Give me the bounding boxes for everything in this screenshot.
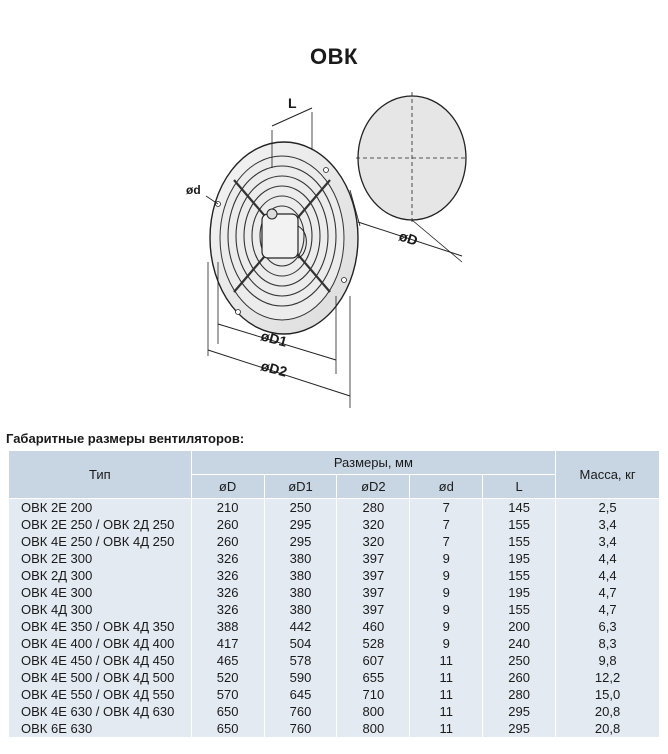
header-dimensions: Размеры, мм [191,451,555,475]
table-row [9,635,660,652]
cell-mass: 20,8 [556,720,660,737]
cell-D: 260 [191,516,264,533]
cell-D2: 800 [337,720,410,737]
cell-type: ОВК 4Е 250 / ОВК 4Д 250 [9,533,192,550]
label-L: L [288,95,297,111]
cell-L: 295 [483,720,556,737]
cell-D2: 607 [337,652,410,669]
cell-L: 155 [483,601,556,618]
cell-L: 155 [483,533,556,550]
cell-D1: 380 [264,584,337,601]
cell-D: 326 [191,550,264,567]
cell-d: 11 [410,703,483,720]
cell-L: 195 [483,584,556,601]
cell-mass: 12,2 [556,669,660,686]
table-row [9,567,660,584]
cell-type: ОВК 4Е 550 / ОВК 4Д 550 [9,686,192,703]
cell-D: 326 [191,567,264,584]
cell-D1: 645 [264,686,337,703]
cell-type: ОВК 2Е 200 [9,499,192,517]
table-row [9,669,660,686]
header-type: Тип [9,451,192,499]
cell-L: 195 [483,550,556,567]
cell-mass: 3,4 [556,533,660,550]
table-row [9,584,660,601]
cell-D: 388 [191,618,264,635]
cell-D2: 710 [337,686,410,703]
table-row [9,533,660,550]
table-row [9,686,660,703]
cell-D1: 380 [264,567,337,584]
cell-D: 210 [191,499,264,517]
label-d: ød [186,183,201,197]
table-row [9,618,660,635]
table-body [9,499,660,738]
cell-mass: 8,3 [556,635,660,652]
cell-L: 240 [483,635,556,652]
cell-d: 11 [410,669,483,686]
cell-L: 295 [483,703,556,720]
cell-type: ОВК 4Е 450 / ОВК 4Д 450 [9,652,192,669]
header-D2: øD2 [337,475,410,499]
cell-d: 9 [410,618,483,635]
cell-D2: 460 [337,618,410,635]
table-row [9,550,660,567]
cell-D1: 295 [264,516,337,533]
cell-D2: 528 [337,635,410,652]
cell-D: 260 [191,533,264,550]
cell-L: 250 [483,652,556,669]
cell-D1: 760 [264,720,337,737]
cell-D1: 380 [264,550,337,567]
header-D1: øD1 [264,475,337,499]
cell-mass: 6,3 [556,618,660,635]
cell-D2: 397 [337,601,410,618]
header-D: øD [191,475,264,499]
cell-mass: 15,0 [556,686,660,703]
label-D2: øD2 [259,357,289,380]
cell-mass: 4,4 [556,567,660,584]
cell-D1: 504 [264,635,337,652]
cell-d: 11 [410,720,483,737]
cell-mass: 3,4 [556,516,660,533]
cell-D: 520 [191,669,264,686]
cell-d: 7 [410,499,483,517]
header-L: L [483,475,556,499]
cell-D2: 800 [337,703,410,720]
table-row [9,499,660,517]
cell-type: ОВК 4Е 630 / ОВК 4Д 630 [9,703,192,720]
cell-type: ОВК 2Е 300 [9,550,192,567]
cell-D: 650 [191,720,264,737]
cell-d: 7 [410,533,483,550]
cell-mass: 2,5 [556,499,660,517]
cell-d: 11 [410,686,483,703]
cell-D2: 397 [337,584,410,601]
cell-type: ОВК 6Е 630 [9,720,192,737]
cell-D1: 590 [264,669,337,686]
cell-d: 7 [410,516,483,533]
cell-D: 326 [191,584,264,601]
cell-D1: 578 [264,652,337,669]
cell-d: 9 [410,584,483,601]
cell-mass: 4,4 [556,550,660,567]
table-caption: Габаритные размеры вентиляторов: [6,431,245,446]
cell-mass: 20,8 [556,703,660,720]
cell-L: 200 [483,618,556,635]
cell-type: ОВК 4Е 350 / ОВК 4Д 350 [9,618,192,635]
table-row [9,516,660,533]
cell-D2: 655 [337,669,410,686]
cell-D: 570 [191,686,264,703]
label-D: øD [397,227,420,249]
cell-L: 155 [483,516,556,533]
cell-D: 650 [191,703,264,720]
cell-type: ОВК 4Д 300 [9,601,192,618]
cell-type: ОВК 4Е 400 / ОВК 4Д 400 [9,635,192,652]
cell-L: 155 [483,567,556,584]
cell-type: ОВК 2Е 250 / ОВК 2Д 250 [9,516,192,533]
cell-D: 465 [191,652,264,669]
cell-D2: 397 [337,567,410,584]
cell-L: 145 [483,499,556,517]
cell-D: 326 [191,601,264,618]
cell-L: 280 [483,686,556,703]
cell-D1: 380 [264,601,337,618]
cell-D1: 250 [264,499,337,517]
header-d: ød [410,475,483,499]
cell-d: 9 [410,567,483,584]
table-row [9,720,660,737]
wall-opening [356,92,468,224]
cell-D2: 280 [337,499,410,517]
cell-D1: 295 [264,533,337,550]
table-row [9,703,660,720]
cell-D1: 442 [264,618,337,635]
table-row [9,652,660,669]
cell-D2: 397 [337,550,410,567]
cell-D: 417 [191,635,264,652]
cell-L: 260 [483,669,556,686]
cell-d: 9 [410,601,483,618]
header-mass: Масса, кг [556,451,660,499]
cell-type: ОВК 4Е 500 / ОВК 4Д 500 [9,669,192,686]
cell-D2: 320 [337,533,410,550]
cell-type: ОВК 2Д 300 [9,567,192,584]
cell-D1: 760 [264,703,337,720]
cell-D2: 320 [337,516,410,533]
cell-type: ОВК 4Е 300 [9,584,192,601]
page-title: ОВК [310,44,358,69]
cell-d: 9 [410,550,483,567]
cell-mass: 4,7 [556,584,660,601]
label-D1: øD1 [259,327,289,350]
table-row [9,601,660,618]
cell-d: 11 [410,652,483,669]
dimensions-table [8,450,660,737]
cell-d: 9 [410,635,483,652]
cell-mass: 4,7 [556,601,660,618]
cell-mass: 9,8 [556,652,660,669]
